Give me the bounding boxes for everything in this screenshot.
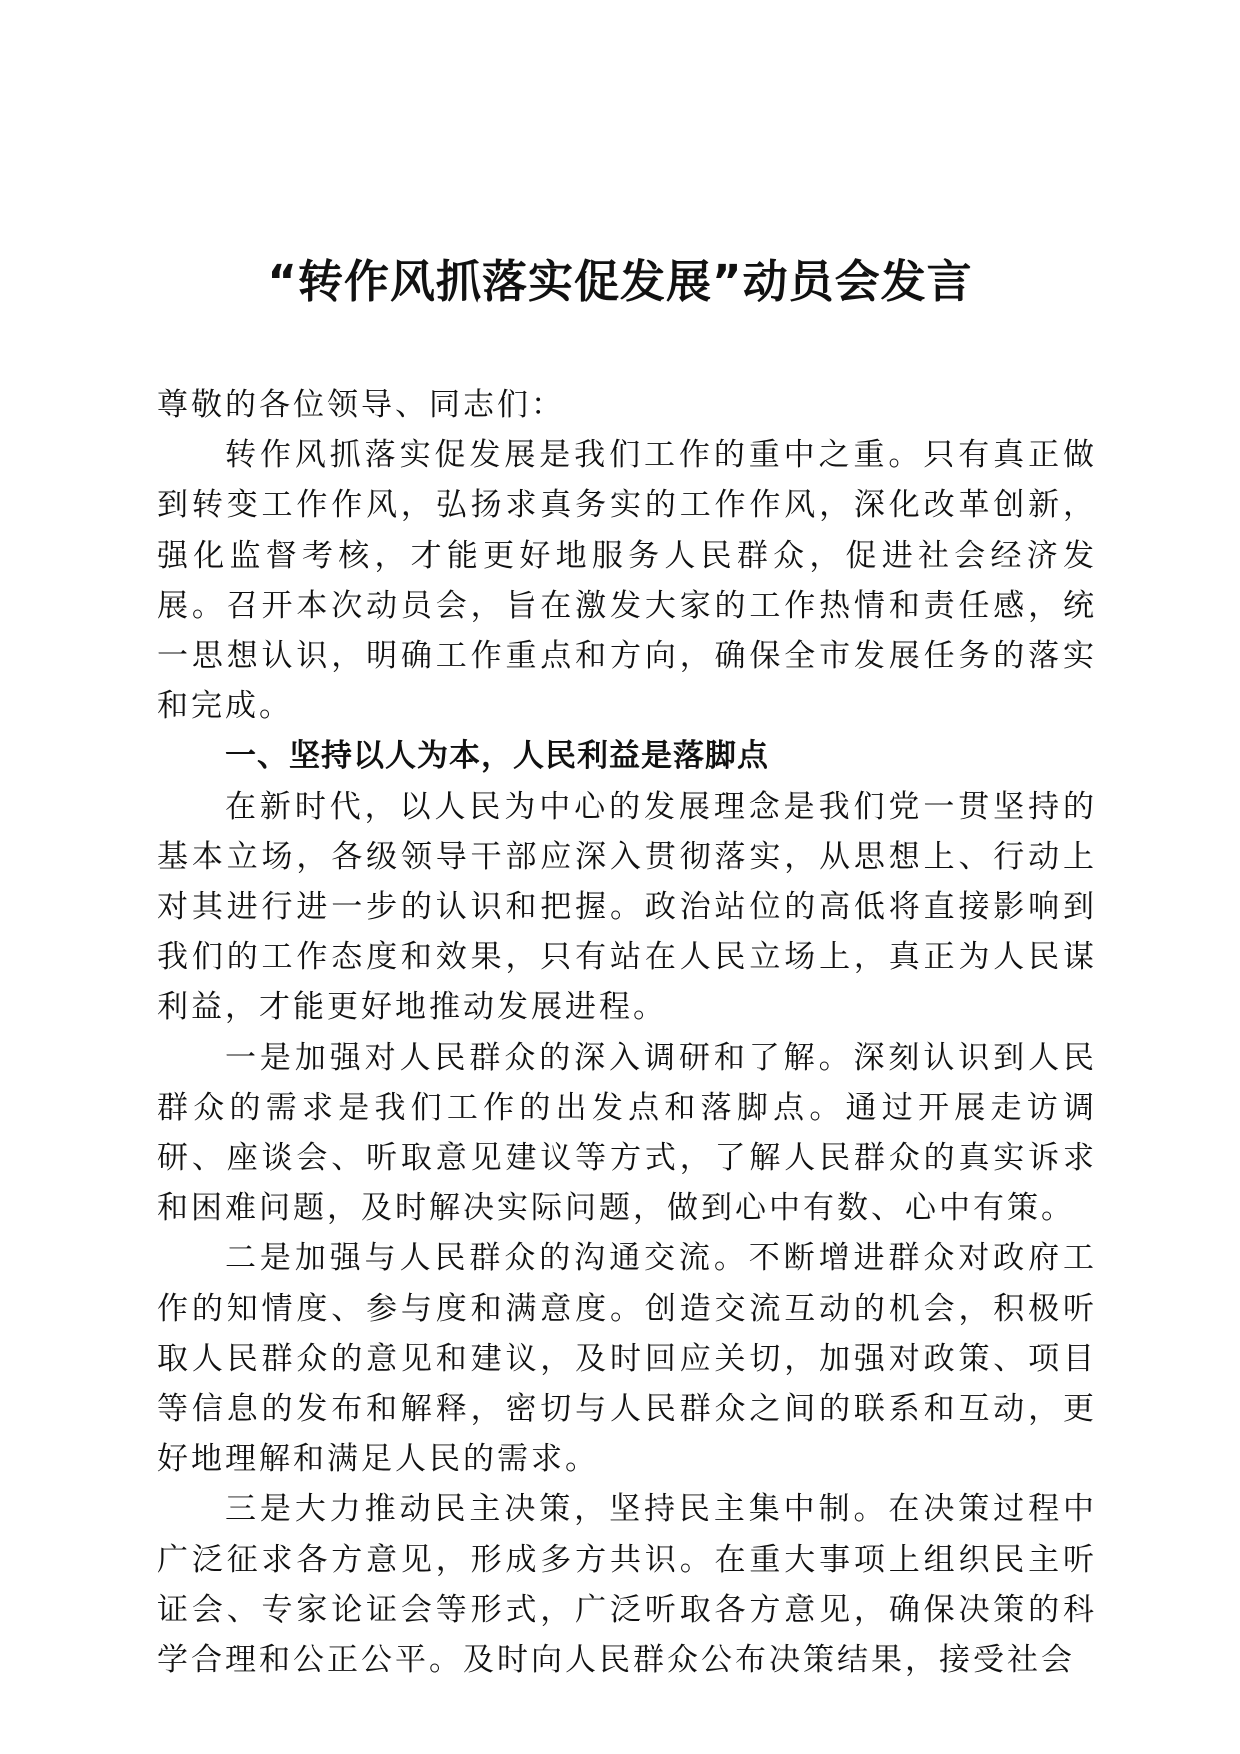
paragraph-section-1: 在新时代，以人民为中心的发展理念是我们党一贯坚持的基本立场，各级领导干部应深入贯彻落实，从思想上、行动上对其进行进一步的认识和把握。政治站位的高低将直接影响到我们的工作态度和效果，只有站在人民立场上，真正为人民谋利益，才能更好地推动发展进程。 (157, 788, 1097, 1026)
document-body (157, 380, 1097, 1685)
salutation: 尊敬的各位领导、同志们： (157, 387, 565, 423)
section-heading-1: 一、坚持以人为本，人民利益是落脚点 (225, 738, 769, 775)
paragraph-point-1: 一是加强对人民群众的深入调研和了解。深刻认识到人民群众的需求是我们工作的出发点和落脚点。通过开展走访调研、座谈会、听取意见建议等方式，了解人民群众的真实诉求和困难问题，及时解决实际问题，做到心中有数、心中有策。 (157, 1039, 1097, 1227)
document-title: “转作风抓落实促发展”动员会发言 (267, 255, 973, 308)
paragraph-point-3: 三是大力推动民主决策，坚持民主集中制。在决策过程中广泛征求各方意见，形成多方共识。在重大事项上组织民主听证会、专家论证会等形式，广泛听取各方意见，确保决策的科学合理和公正公平。及时向人民群众公布决策结果，接受社会 (157, 1491, 1097, 1679)
paragraph-point-2: 二是加强与人民群众的沟通交流。不断增进群众对政府工作的知情度、参与度和满意度。创造交流互动的机会，积极听取人民群众的意见和建议，及时回应关切，加强对政策、项目等信息的发布和解释，密切与人民群众之间的联系和互动，更好地理解和满足人民的需求。 (157, 1240, 1097, 1478)
paragraph-intro: 转作风抓落实促发展是我们工作的重中之重。只有真正做到转变工作作风，弘扬求真务实的工作作风，深化改革创新，强化监督考核，才能更好地服务人民群众，促进社会经济发展。召开本次动员会，旨在激发大家的工作热情和责任感，统一思想认识，明确工作重点和方向，确保全市发展任务的落实和完成。 (157, 437, 1097, 725)
